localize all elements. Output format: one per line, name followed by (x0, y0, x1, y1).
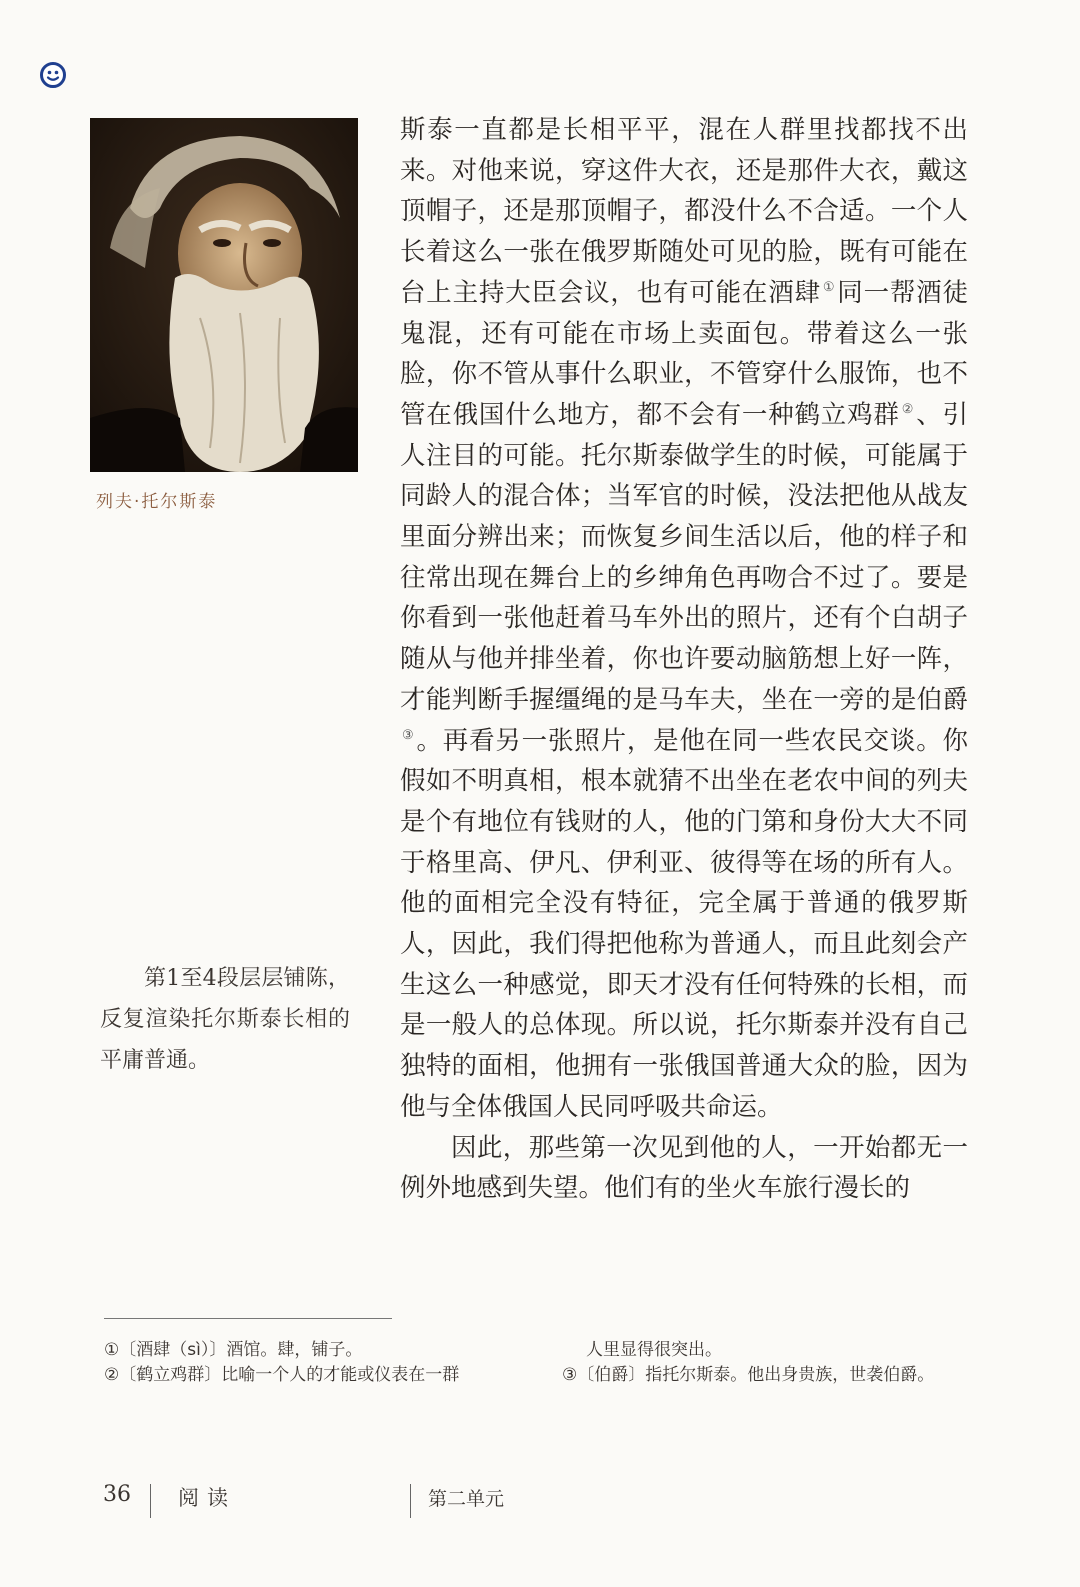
footnote-1: ①〔酒肆（sì）〕酒馆。肆，铺子。 (104, 1340, 363, 1360)
footnote-2-continuation: 人里显得很突出。 (586, 1340, 722, 1360)
text-segment: 同一帮酒徒鬼混，还有可能在市场上卖面包。带着这么一张脸，你不管从事什么职业，不管穿什么服饰，也不管在俄国什么地方，都不会有一种鹤立鸡群 (400, 277, 968, 430)
text-segment: 、引人注目的可能。托尔斯泰做学生的时候，可能属于同龄人的混合体；当军官的时候，没法把他从战友里面分辨出来；而恢复乡间生活以后，他的样子和往常出现在舞台上的乡绅角色再吻合不过了。要是你看到一张他赶着马车外出的照片，还有个白胡子随从与他并排坐着，你也许要动脑筋想上好一阵，才能判断手握缰绳的是马车夫，坐在一旁的是伯爵 (400, 399, 968, 715)
portrait-photo (90, 118, 358, 472)
footnote-column-right (562, 1338, 1002, 1388)
footnote-ref-1: ① (822, 280, 836, 296)
paragraph-1 (400, 110, 968, 1128)
book-name: 阅读 (178, 1486, 236, 1510)
footnote-divider (104, 1318, 392, 1319)
footnote-3: ③〔伯爵〕指托尔斯泰。他出身贵族，世袭伯爵。 (562, 1365, 935, 1385)
main-text (400, 110, 968, 1209)
smiley-icon (40, 62, 66, 88)
unit-name: 第二单元 (428, 1488, 505, 1510)
footnote-column-left (104, 1338, 544, 1388)
footer-divider (150, 1484, 151, 1518)
text-segment: 斯泰一直都是长相平平，混在人群里找都找不出来。对他来说，穿这件大衣，还是那件大衣，戴这顶帽子，还是那顶帽子，都没什么不合适。一个人长着这么一张在俄罗斯随处可见的脸，既有可能在台上主持大臣会议，也有可能在酒肆 (400, 115, 968, 308)
footnote-2: ②〔鹤立鸡群〕比喻一个人的才能或仪表在一群 (104, 1365, 460, 1385)
paragraph-2: 因此，那些第一次见到他的人，一开始都无一例外地感到失望。他们有的坐火车旅行漫长的 (400, 1132, 968, 1204)
text-segment: 。再看另一张照片，是他在同一些农民交谈。你假如不明真相，根本就猜不出坐在老农中间的列夫是个有地位有钱财的人，他的门第和身份大大不同于格里高、伊凡、伊利亚、彼得等在场的所有人。他的面相完全没有特征，完全属于普通的俄罗斯人，因此，我们得把他称为普通人，而且此刻会产生这么一种感觉，即天才没有任何特殊的长相，而是一般人的总体现。所以说，托尔斯泰并没有自己独特的面相，他拥有一张俄国普通大众的脸，因为他与全体俄国人民同呼吸共命运。 (400, 725, 968, 1122)
footer-divider (410, 1484, 411, 1518)
footnote-ref-2: ② (901, 402, 915, 418)
footnote-ref-3: ③ (402, 728, 415, 744)
portrait-caption: 列夫·托尔斯泰 (96, 492, 218, 512)
page-number: 36 (103, 1482, 131, 1507)
side-annotation: 第1至4段层层铺陈，反复渲染托尔斯泰长相的平庸普通。 (100, 966, 350, 1073)
